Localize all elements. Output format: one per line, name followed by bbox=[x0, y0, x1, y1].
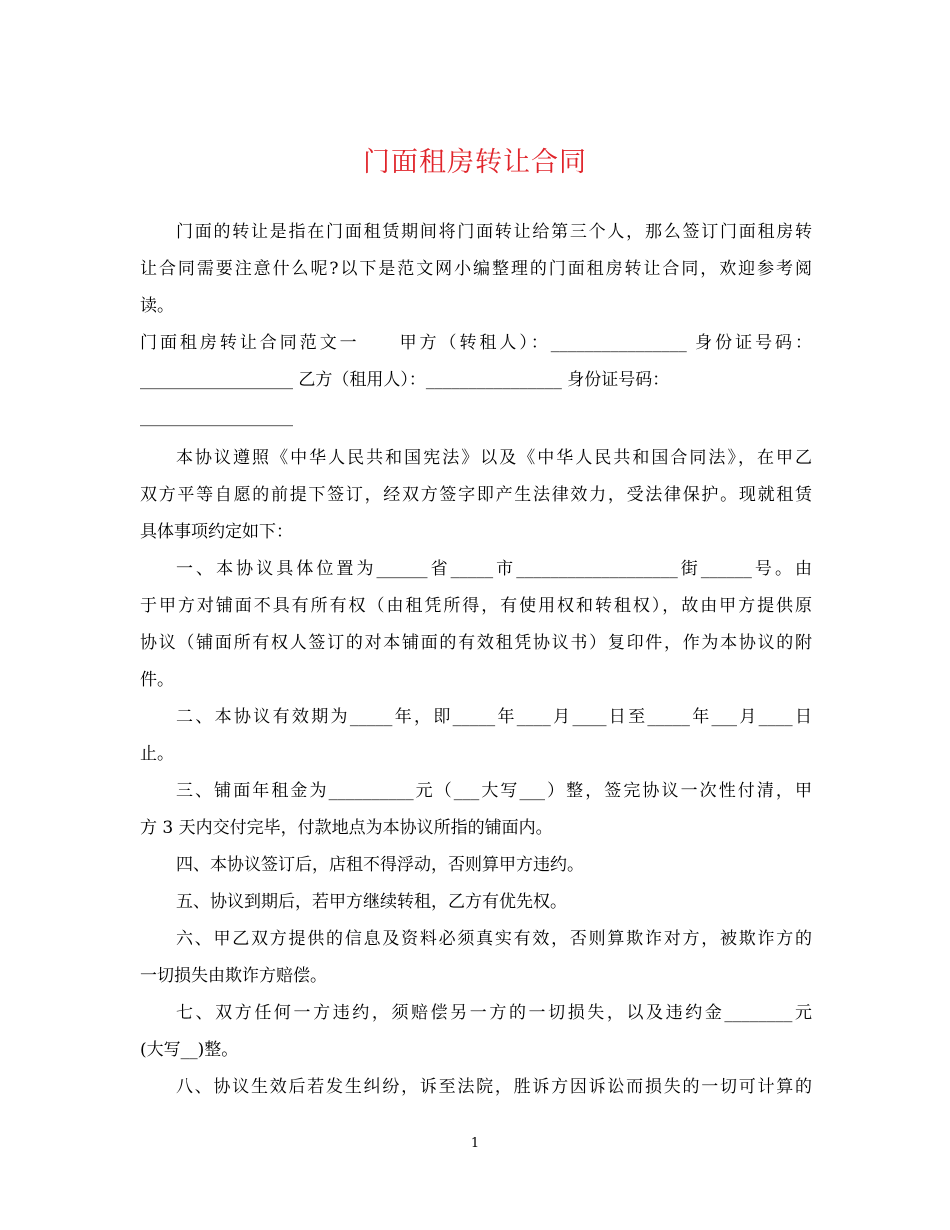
clause-line: 件。 bbox=[140, 670, 174, 690]
preamble-line: 双方平等自愿的前提下签订，经双方签字即产生法律效力，受法律保护。现就租赁 bbox=[140, 485, 812, 505]
parties-line: 门面租房转让合同范文一 甲方（转租人）：________________ 身份证号码： bbox=[140, 333, 812, 353]
clause-line: 协议（铺面所有权人签订的对本铺面的有效租凭协议书）复印件，作为本协议的附 bbox=[140, 633, 812, 653]
preamble-line: 具体事项约定如下： bbox=[140, 522, 293, 542]
clause-7 bbox=[140, 995, 812, 1069]
parties-line: __________________ bbox=[140, 407, 293, 427]
clause-line: 三、铺面年租金为__________元（___大写___）整，签完协议一次性付清，甲 bbox=[176, 781, 812, 801]
clause-line: 四、本协议签订后，店租不得浮动，否则算甲方违约。 bbox=[176, 855, 584, 875]
page-number: 1 bbox=[470, 1136, 480, 1151]
clause-2 bbox=[140, 699, 812, 773]
clause-line: 五、协议到期后，若甲方继续转租，乙方有优先权。 bbox=[176, 892, 567, 912]
clause-4 bbox=[140, 847, 812, 884]
clause-6 bbox=[140, 921, 812, 995]
intro-line: 门面的转让是指在门面租赁期间将门面转让给第三个人，那么签订门面租房转 bbox=[176, 222, 812, 242]
clause-line: 止。 bbox=[140, 744, 174, 764]
intro-paragraph bbox=[140, 214, 812, 325]
parties-block bbox=[140, 325, 812, 436]
clause-line: 七、双方任何一方违约，须赔偿另一方的一切损失，以及违约金________元 bbox=[176, 1003, 812, 1023]
clause-line: 一切损失由欺诈方赔偿。 bbox=[140, 966, 327, 986]
preamble-paragraph bbox=[140, 440, 812, 551]
clause-line: 二、本协议有效期为_____年，即_____年____月____日至_____年___月____日 bbox=[176, 707, 812, 727]
intro-line: 让合同需要注意什么呢?以下是范文网小编整理的门面租房转让合同，欢迎参考阅 bbox=[140, 259, 812, 279]
clause-5 bbox=[140, 884, 812, 921]
clause-line: 于甲方对铺面不具有所有权（由租凭所得，有使用权和转租权），故由甲方提供原 bbox=[140, 596, 812, 616]
intro-line: 读。 bbox=[140, 296, 174, 316]
clause-3 bbox=[140, 773, 812, 847]
clause-line: 八、协议生效后若发生纠纷，诉至法院，胜诉方因诉讼而损失的一切可计算的 bbox=[176, 1077, 812, 1097]
parties-line: __________________ 乙方（租用人）：________________ 身份证号码： bbox=[140, 370, 670, 390]
clause-line: 六、甲乙双方提供的信息及资料必须真实有效，否则算欺诈对方，被欺诈方的 bbox=[176, 929, 812, 949]
clause-line: 一、本协议具体位置为______省_____市___________________街______号。由 bbox=[176, 559, 812, 579]
clause-line: 方 3 天内交付完毕，付款地点为本协议所指的铺面内。 bbox=[140, 818, 553, 838]
document-title: 门面租房转让合同 bbox=[363, 147, 587, 178]
preamble-line: 本协议遵照《中华人民共和国宪法》以及《中华人民共和国合同法》，在甲乙 bbox=[176, 448, 812, 468]
document-body bbox=[140, 214, 812, 1106]
clause-8 bbox=[140, 1069, 812, 1106]
clause-line: (大写__)整。 bbox=[140, 1040, 239, 1060]
clause-1 bbox=[140, 551, 812, 699]
